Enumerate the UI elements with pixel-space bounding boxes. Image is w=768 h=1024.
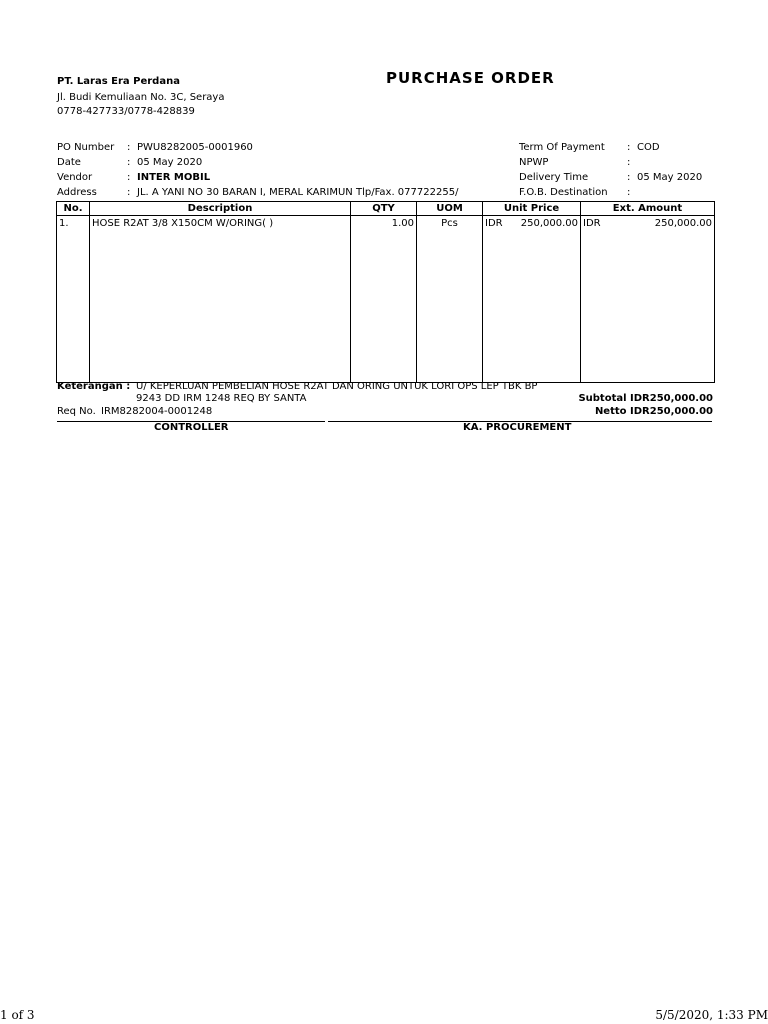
table-row: [57, 216, 715, 232]
document-title: PURCHASE ORDER: [386, 69, 555, 87]
subtotal-value: IDR250,000.00: [630, 393, 713, 404]
row-ext-amount-cell: [581, 216, 715, 232]
term-of-payment-label: Term Of Payment: [519, 142, 605, 153]
po-number-value: PWU8282005-0001960: [137, 142, 253, 153]
colon: :: [127, 157, 131, 168]
colon: :: [627, 157, 631, 168]
header-qty: QTY: [351, 202, 417, 216]
vendor-label: Vendor: [57, 172, 93, 183]
subtotal: [578, 393, 713, 404]
subtotal-label: Subtotal: [578, 393, 627, 404]
filler-cell: [57, 231, 90, 383]
row-unit-price: 250,000.00: [520, 218, 578, 229]
req-no-label: Req No.: [57, 406, 96, 417]
controller-label: CONTROLLER: [154, 422, 229, 433]
netto-value: IDR250,000.00: [630, 406, 713, 417]
row-uom: Pcs: [417, 216, 483, 232]
colon: :: [127, 142, 131, 153]
filler-cell: [483, 231, 581, 383]
keterangan-label: Keterangan :: [57, 381, 131, 392]
procurement-label: KA. PROCUREMENT: [463, 422, 572, 433]
company-address: Jl. Budi Kemuliaan No. 3C, Seraya: [57, 92, 225, 103]
row-ext-currency: IDR: [583, 218, 601, 229]
delivery-time-value: 05 May 2020: [637, 172, 703, 183]
header-uom: UOM: [417, 202, 483, 216]
filler-cell: [581, 231, 715, 383]
colon: :: [627, 172, 631, 183]
keterangan-line-2: 9243 DD IRM 1248 REQ BY SANTA: [136, 393, 307, 404]
netto-label: Netto: [594, 406, 627, 417]
company-name: PT. Laras Era Perdana: [57, 76, 180, 87]
vendor-value: INTER MOBIL: [137, 172, 211, 183]
date-label: Date: [57, 157, 81, 168]
company-phone: 0778-427733/0778-428839: [57, 106, 195, 117]
header-description: Description: [90, 202, 351, 216]
filler-cell: [417, 231, 483, 383]
fob-destination-label: F.O.B. Destination: [519, 187, 608, 198]
table-filler-row: [57, 231, 715, 383]
header-unit-price: Unit Price: [483, 202, 581, 216]
filler-cell: [90, 231, 351, 383]
req-no-value: IRM8282004-0001248: [101, 406, 213, 417]
row-unit-price-currency: IDR: [485, 218, 503, 229]
colon: :: [127, 172, 131, 183]
po-number-label: PO Number: [57, 142, 115, 153]
header-ext-amount: Ext. Amount: [581, 202, 715, 216]
row-unit-price-cell: [483, 216, 581, 232]
row-description: HOSE R2AT 3/8 X150CM W/ORING( ): [90, 216, 351, 232]
row-ext-amount: 250,000.00: [654, 218, 712, 229]
term-of-payment-value: COD: [637, 142, 660, 153]
header-no: No.: [57, 202, 90, 216]
colon: :: [627, 187, 631, 198]
keterangan-line-1: U/ KEPERLUAN PEMBELIAN HOSE R2AT DAN ORING UNTUK LORI OPS LEP TBK BP: [136, 381, 538, 392]
netto: [595, 406, 713, 417]
date-value: 05 May 2020: [137, 157, 203, 168]
row-no: 1.: [57, 216, 90, 232]
print-datetime: 5/5/2020, 1:33 PM: [655, 1008, 768, 1022]
npwp-label: NPWP: [519, 157, 549, 168]
row-qty: 1.00: [351, 216, 417, 232]
items-table: [56, 201, 715, 383]
filler-cell: [351, 231, 417, 383]
address-label: Address: [57, 187, 97, 198]
page-indicator: 1 of 3: [0, 1008, 35, 1022]
colon: :: [627, 142, 631, 153]
table-header-row: [57, 202, 715, 216]
address-value: JL. A YANI NO 30 BARAN I, MERAL KARIMUN Tlp/Fax. 077722255/: [137, 187, 459, 198]
delivery-time-label: Delivery Time: [519, 172, 589, 183]
colon: :: [127, 187, 131, 198]
